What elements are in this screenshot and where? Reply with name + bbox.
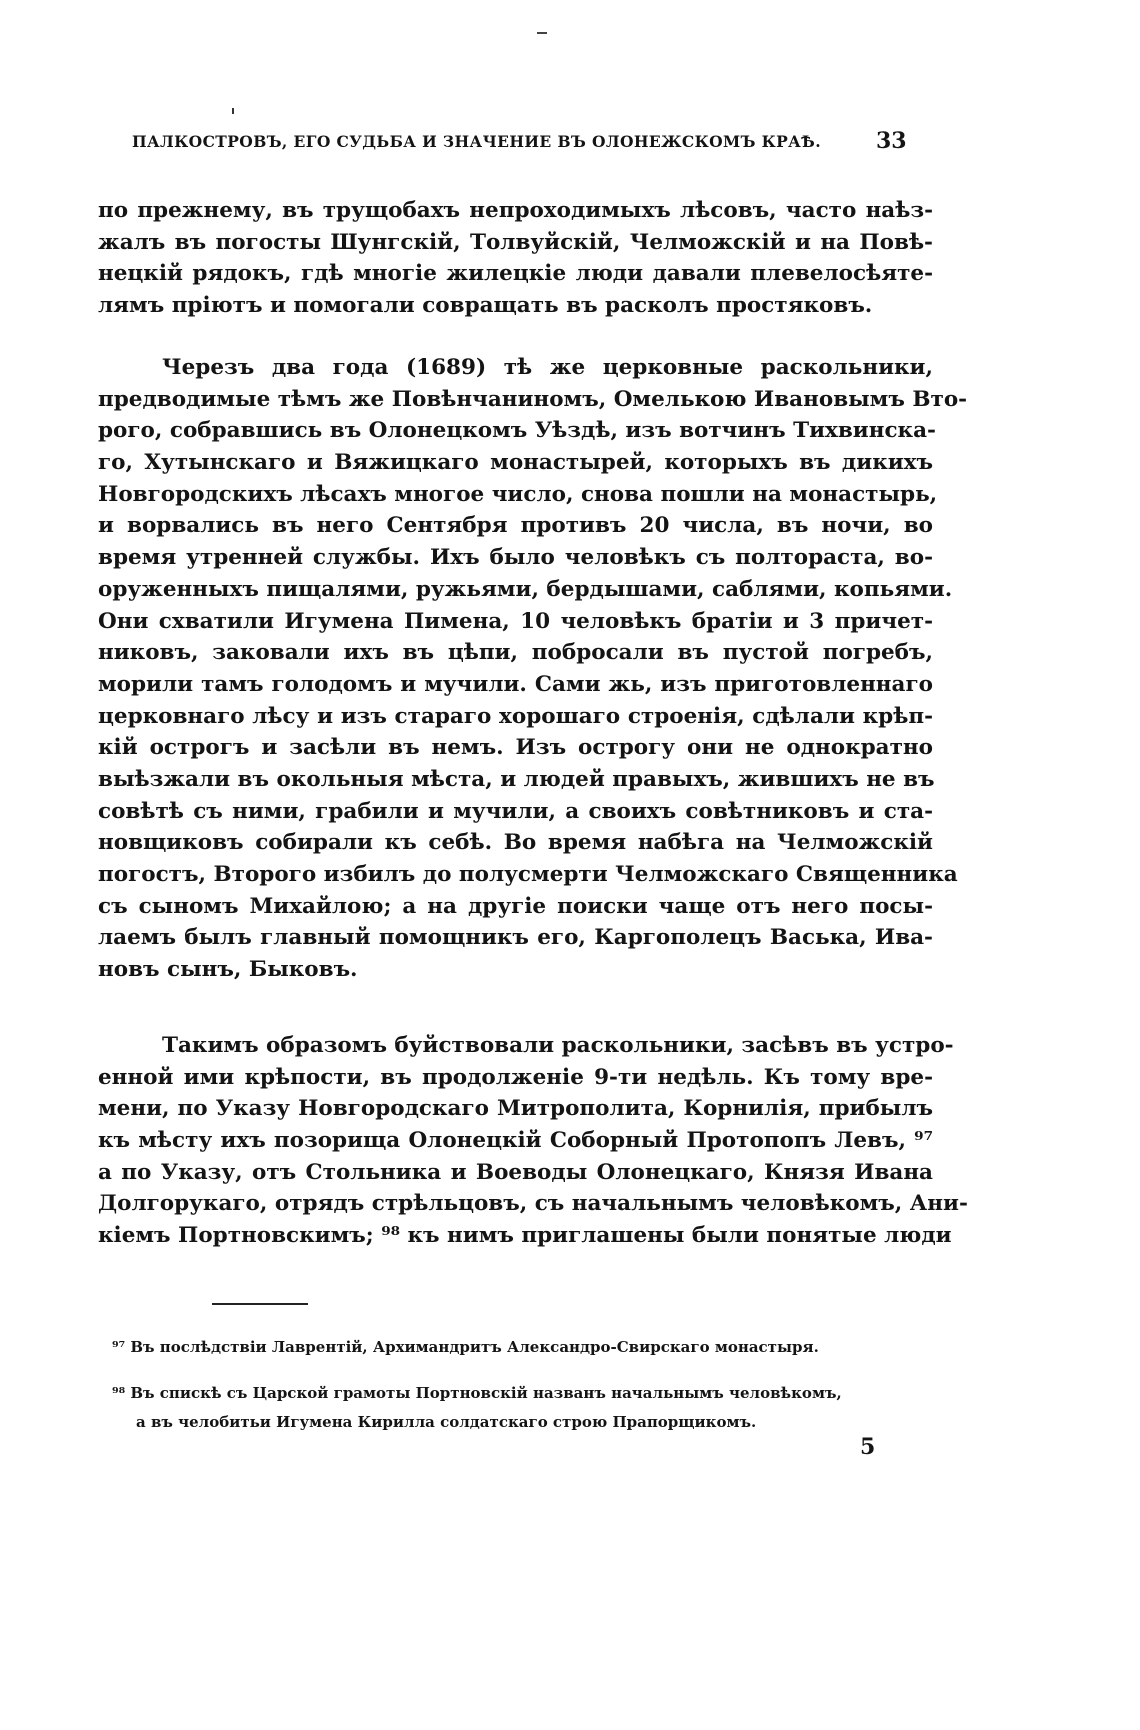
text-line: Долгорукаго, отрядъ стрѣльцовъ, съ начальнымъ человѣкомъ, Ани- — [98, 1191, 968, 1217]
paragraph-3 — [98, 1030, 968, 1252]
text-line: Они схватили Игумена Пимена, 10 человѣкъ братіи и 3 причет- — [98, 608, 933, 634]
scan-mark — [232, 108, 234, 114]
footnote-line: а въ челобитьи Игумена Кирилла солдатскаго строю Прапорщикомъ. — [136, 1413, 757, 1431]
text-line: енной ими крѣпости, въ продолженіе 9-ти недѣль. Къ тому вре- — [98, 1064, 933, 1090]
text-line: совѣтѣ съ ними, грабили и мучили, а своихъ совѣтниковъ и ста- — [98, 798, 933, 824]
text-line: го, Хутынскаго и Вяжицкаго монастырей, которыхъ въ дикихъ — [98, 450, 933, 476]
text-line: кій острогъ и засѣли въ немъ. Изъ острогу они не однократно — [98, 735, 933, 761]
text-line: морили тамъ голодомъ и мучили. Сами жь, изъ приготовленнаго — [98, 671, 933, 697]
text-line: кіемъ Портновскимъ; ⁹⁸ къ нимъ приглашены были понятые люди — [98, 1223, 952, 1249]
text-line: нецкій рядокъ, гдѣ многіе жилецкіе люди давали плевелосѣяте- — [98, 261, 933, 287]
text-line: новъ сынъ, Быковъ. — [98, 957, 358, 983]
text-line: время утренней службы. Ихъ было человѣкъ съ полтораста, во- — [98, 545, 933, 571]
page-number: 33 — [876, 128, 907, 154]
text-line: къ мѣсту ихъ позорища Олонецкій Соборный Протопопъ Левъ, ⁹⁷ — [98, 1128, 933, 1154]
text-line: Черезъ два года (1689) тѣ же церковные раскольники, — [162, 355, 933, 380]
text-line: церковнаго лѣсу и изъ стараго хорошаго строенія, сдѣлали крѣп- — [98, 703, 933, 729]
text-line: и ворвались въ него Сентября противъ 20 числа, въ ночи, во — [98, 513, 933, 539]
text-line: мени, по Указу Новгородскаго Митрополита, Корнилія, прибылъ — [98, 1096, 933, 1122]
text-line: по прежнему, въ трущобахъ непроходимыхъ лѣсовъ, часто наѣз- — [98, 198, 933, 223]
paragraph-2 — [98, 352, 968, 986]
text-line: Новгородскихъ лѣсахъ многое число, снова пошли на монастырь, — [98, 481, 938, 507]
running-title: ПАЛКОСТРОВЪ, ЕГО СУДЬБА И ЗНАЧЕНИЕ ВЪ ОЛОНЕЖСКОМЪ КРАѢ. — [132, 132, 822, 151]
text-line: лямъ пріютъ и помогали совращать въ расколъ простяковъ. — [98, 293, 873, 319]
footnote-line: ⁹⁷ Въ послѣдствіи Лаврентій, Архимандритъ Александро-Свирскаго монастыря. — [112, 1338, 819, 1356]
text-line: лаемъ былъ главный помощникъ его, Каргополецъ Васька, Ива- — [98, 925, 933, 951]
scan-mark — [537, 32, 547, 34]
text-line: Такимъ образомъ буйствовали раскольники, засѣвъ въ устро- — [162, 1033, 954, 1058]
text-line: предводимые тѣмъ же Повѣнчаниномъ, Омелькою Ивановымъ Вто- — [98, 386, 968, 412]
text-line: никовъ, заковали ихъ въ цѣпи, побросали въ пустой погребъ, — [98, 640, 933, 666]
text-line: погостъ, Второго избилъ до полусмерти Челможскаго Священника — [98, 862, 958, 887]
text-line: жалъ въ погосты Шунгскій, Толвуйскій, Челможскій и на Повѣ- — [98, 229, 933, 255]
footnote-rule — [212, 1303, 308, 1305]
footnote-line: ⁹⁸ Въ спискѣ съ Царской грамоты Портновскій названъ начальнымъ человѣкомъ, — [112, 1384, 842, 1402]
text-line: а по Указу, отъ Стольника и Воеводы Олонецкаго, Князя Ивана — [98, 1159, 933, 1185]
text-line: выѣзжали въ окольныя мѣста, и людей правыхъ, жившихъ не въ — [98, 766, 935, 792]
text-line: съ сыномъ Михайлою; а на другіе поиски чаще отъ него посы- — [98, 893, 933, 919]
text-line: новщиковъ собирали къ себѣ. Во время набѣга на Челможскій — [98, 830, 933, 856]
text-line: рого, собравшись въ Олонецкомъ Уѣздѣ, изъ вотчинъ Тихвинска- — [98, 418, 936, 444]
text-line: оруженныхъ пищалями, ружьями, бердышами, саблями, копьями. — [98, 576, 953, 602]
footnote-98 — [112, 1379, 942, 1437]
footnote-97 — [112, 1333, 942, 1362]
paragraph-1 — [98, 195, 933, 322]
signature-mark: 5 — [860, 1434, 876, 1460]
